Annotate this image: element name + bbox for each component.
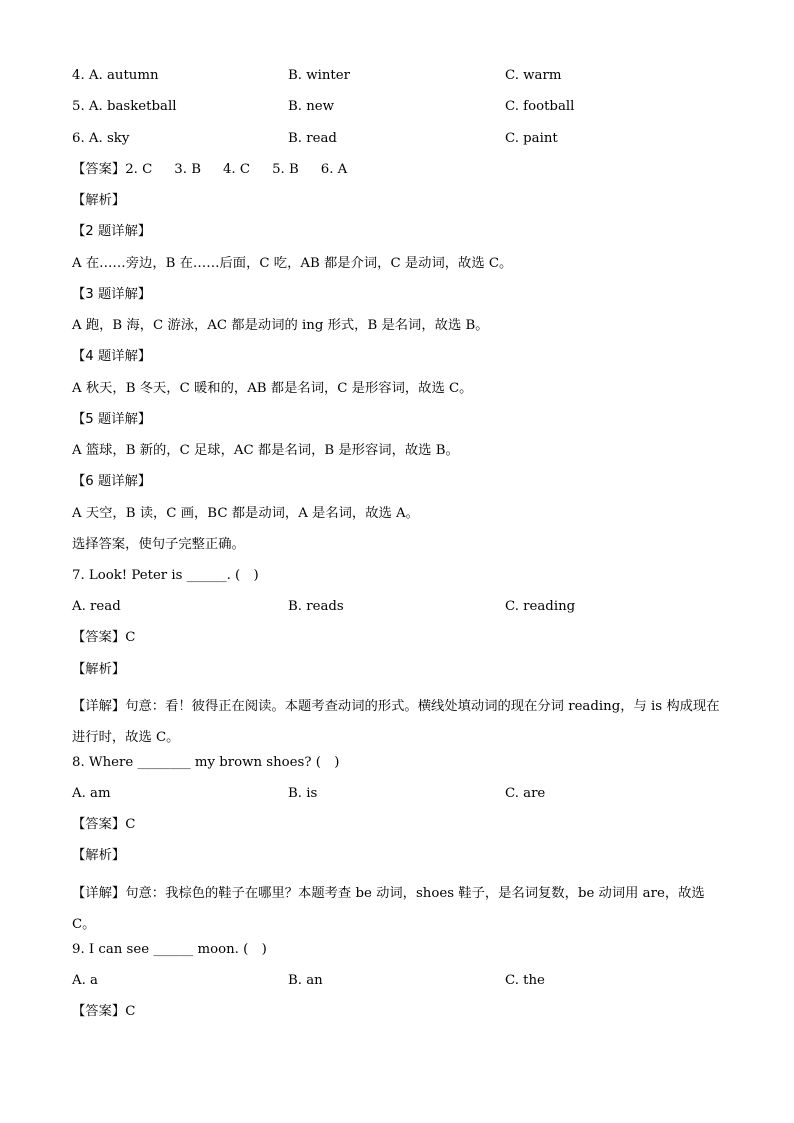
option-b: B. read — [288, 131, 337, 146]
option-b: B. reads — [288, 599, 344, 614]
detail-text-2: A 在……旁边，B 在……后面，C 吃，AB 都是介词，C 是动词，故选 C。 — [72, 256, 513, 271]
detail-text-5: A 篮球，B 新的，C 足球，AC 都是名词，B 是形容词，故选 B。 — [72, 443, 459, 458]
question-8-detail — [72, 878, 722, 940]
answer-item: 5. B — [272, 162, 299, 177]
detail-heading-6: 【6 题详解】 — [72, 474, 152, 489]
answer-tag: 【答案】 — [72, 162, 126, 177]
option-c: C. warm — [505, 68, 562, 83]
answer-tag: 【答案】 — [72, 630, 126, 645]
answer-tag: 【答案】 — [72, 817, 126, 832]
option-a: A. read — [72, 599, 121, 614]
option-c: C. football — [505, 99, 575, 114]
option-b: B. winter — [288, 68, 350, 83]
question-8-stem: 8. Where ________ my brown shoes? ( ) — [72, 755, 340, 770]
answer-item: 4. C — [222, 162, 251, 177]
detail-tag: 【详解】 — [72, 699, 126, 714]
question-7-answer — [72, 628, 722, 648]
detail-heading-3: 【3 题详解】 — [72, 287, 152, 302]
option-a: A. am — [72, 786, 111, 801]
option-c: C. the — [505, 973, 545, 988]
option-c: C. paint — [505, 131, 558, 146]
question-7-analysis-heading: 【解析】 — [72, 662, 126, 677]
question-7-stem: 7. Look! Peter is ______. ( ) — [72, 568, 259, 583]
detail-text-4: A 秋天，B 冬天，C 暖和的，AB 都是名词，C 是形容词，故选 C。 — [72, 381, 473, 396]
detail-text: 句意：看！彼得正在阅读。本题考查动词的形式。横线处填动词的现在分词 reading，与 is 构成现在进行时，故选 C。 — [72, 699, 720, 745]
detail-heading-2: 【2 题详解】 — [72, 224, 152, 239]
option-c: C. are — [505, 786, 546, 801]
answer-tag: 【答案】 — [72, 1004, 126, 1019]
option-c: C. reading — [505, 599, 576, 614]
option-b: B. an — [288, 973, 323, 988]
detail-heading-4: 【4 题详解】 — [72, 349, 152, 364]
section-instruction: 选择答案，使句子完整正确。 — [72, 537, 245, 552]
question-9-stem: 9. I can see ______ moon. ( ) — [72, 942, 267, 957]
detail-text-6: A 天空，B 读，C 画，BC 都是动词，A 是名词，故选 A。 — [72, 506, 419, 521]
question-8-answer — [72, 815, 722, 835]
question-7-detail — [72, 691, 722, 753]
analysis-heading: 【解析】 — [72, 193, 126, 208]
answer-line — [72, 160, 722, 180]
option-a: 4. A. autumn — [72, 68, 159, 83]
answer-item: 6. A — [320, 162, 348, 177]
answer-item: 2. C — [125, 162, 153, 177]
detail-text-3: A 跑，B 海，C 游泳，AC 都是动词的 ing 形式，B 是名词，故选 B。 — [72, 318, 489, 333]
answer-value: C — [125, 817, 136, 832]
option-a: 6. A. sky — [72, 131, 130, 146]
question-9-answer — [72, 1002, 722, 1022]
option-a: 5. A. basketball — [72, 99, 177, 114]
answer-value: C — [125, 630, 136, 645]
question-8-analysis-heading: 【解析】 — [72, 848, 126, 863]
answer-value: C — [125, 1004, 136, 1019]
option-b: B. is — [288, 786, 318, 801]
detail-text: 句意：我棕色的鞋子在哪里？本题考查 be 动词，shoes 鞋子，是名词复数，be 动词用 are，故选 C。 — [72, 886, 705, 932]
option-b: B. new — [288, 99, 335, 114]
option-a: A. a — [72, 973, 98, 988]
detail-tag: 【详解】 — [72, 886, 126, 901]
detail-heading-5: 【5 题详解】 — [72, 412, 152, 427]
answer-item: 3. B — [174, 162, 201, 177]
